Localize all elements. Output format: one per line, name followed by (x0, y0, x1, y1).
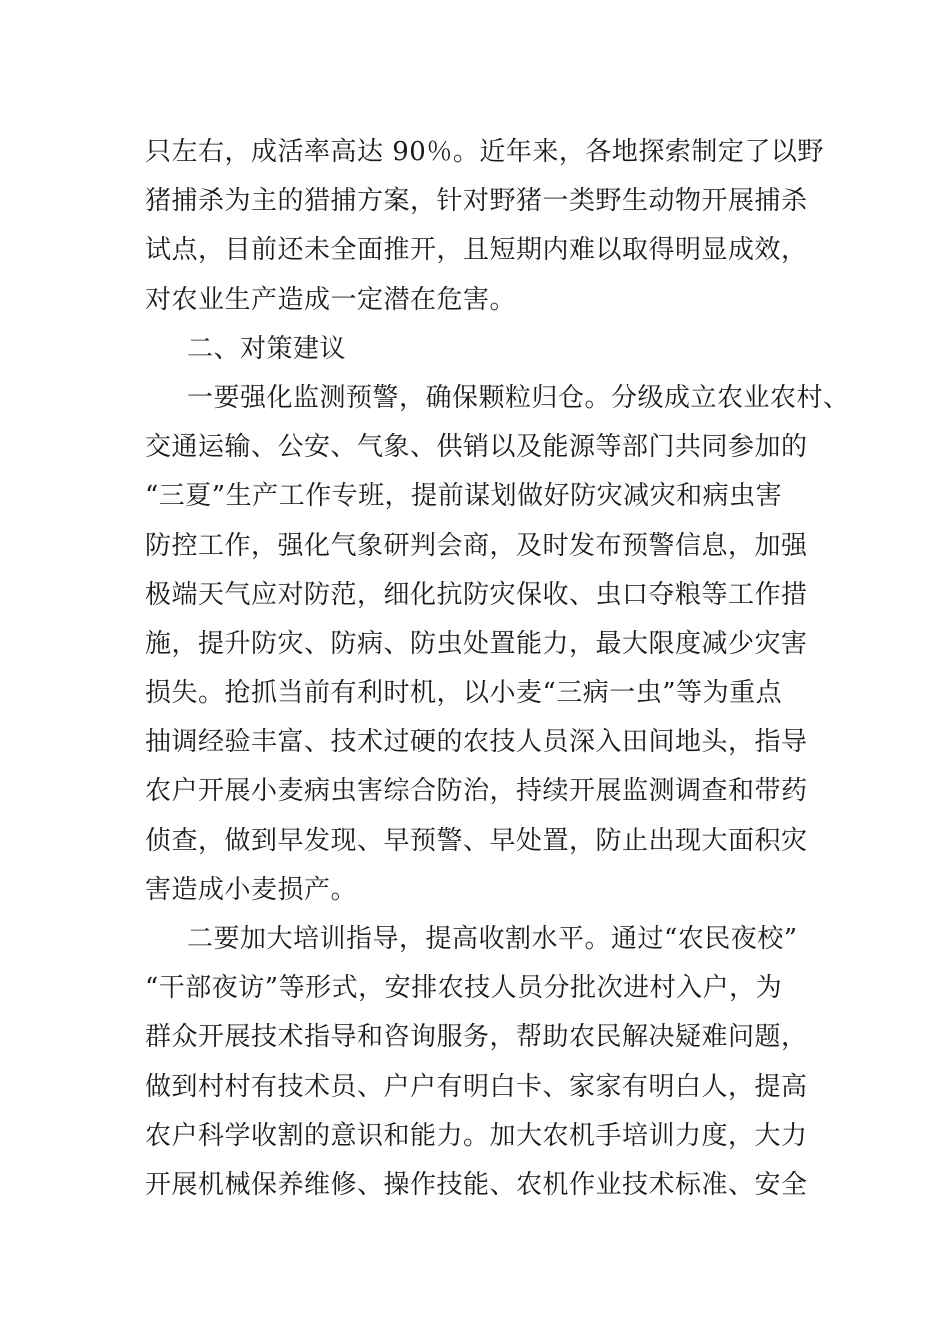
text-line: 只左右，成活率高达 90％。近年来，各地探索制定了以野 (145, 137, 824, 167)
text-line: 开展机械保养维修、操作技能、农机作业技术标准、安全 (145, 1169, 808, 1200)
text-line: 抽调经验丰富、技术过硬的农技人员深入田间地头，指导 (145, 727, 808, 758)
text-line: 猪捕杀为主的猎捕方案，针对野猪一类野生动物开展捕杀 (145, 186, 808, 217)
text-line: 对农业生产造成一定潜在危害。 (145, 284, 517, 315)
paragraph-start: 一要强化监测预警，确保颗粒归仓。分级成立农业农村、 (187, 382, 850, 413)
text-line: 群众开展技术指导和咨询服务，帮助农民解决疑难问题， (145, 1022, 808, 1053)
paragraph-start: 二要加大培训指导，提高收割水平。通过“农民夜校” (187, 924, 798, 954)
text-line: 试点，目前还未全面推开，且短期内难以取得明显成效， (145, 235, 808, 266)
text-line: 害造成小麦损产。 (145, 874, 358, 905)
text-line: 交通运输、公安、气象、供销以及能源等部门共同参加的 (145, 432, 808, 463)
text-line: 损失。抢抓当前有利时机，以小麦“三病一虫”等为重点 (145, 678, 783, 709)
text-line: 农户科学收割的意识和能力。加大农机手培训力度，大力 (145, 1120, 808, 1151)
text-line: “三夏”生产工作专班，提前谋划做好防灾减灾和病虫害 (145, 481, 783, 512)
text-line: 农户开展小麦病虫害综合防治，持续开展监测调查和带药 (145, 776, 808, 807)
text-line: 极端天气应对防范，细化抗防灾保收、虫口夺粮等工作措 (145, 579, 808, 610)
text-line: 防控工作，强化气象研判会商，及时发布预警信息，加强 (145, 530, 808, 561)
text-line: 施，提升防灾、防病、防虫处置能力，最大限度减少灾害 (145, 628, 808, 659)
text-line: 做到村村有技术员、户户有明白卡、家家有明白人，提高 (145, 1071, 808, 1102)
section-heading: 二、对策建议 (187, 333, 347, 364)
text-line: 侦查，做到早发现、早预警、早处置，防止出现大面积灾 (145, 825, 808, 856)
text-line: “干部夜访”等形式，安排农技人员分批次进村入户，为 (145, 973, 783, 1004)
document-body (145, 128, 850, 1210)
